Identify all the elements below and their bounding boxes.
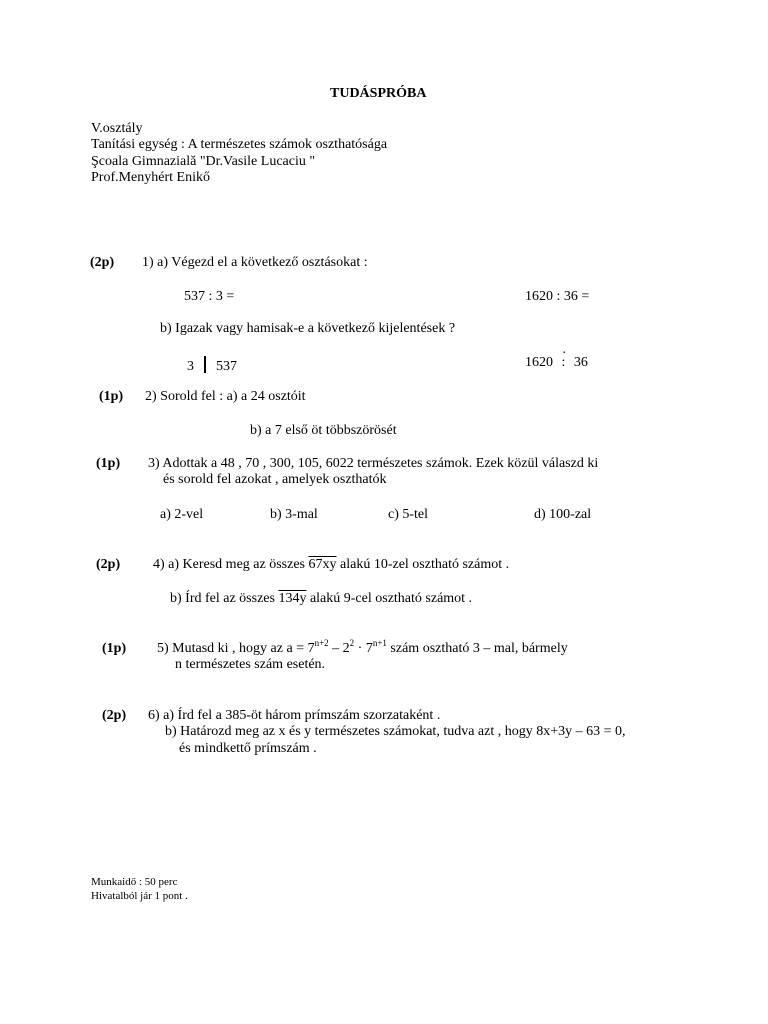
unit-line: Tanítási egység : A természetes számok oszthatósága xyxy=(91,137,388,152)
teacher-line: Prof.Menyhért Enikő xyxy=(91,170,210,185)
q4-b-text: b) Írd fel az összes 134y alakú 9-cel osztható számot . xyxy=(170,591,473,606)
q3-option-a: a) 2-vel xyxy=(160,507,204,522)
q1-b-text: b) Igazak vagy hamisak-e a következő kijelentések ? xyxy=(160,321,456,336)
q1-b-right: 1620 . : 36 xyxy=(525,342,588,370)
q3-option-d: d) 100-zal xyxy=(534,507,592,522)
divides-bar xyxy=(204,356,206,373)
q2-b-text: b) a 7 első öt többszörösét xyxy=(250,423,397,438)
q6-points: (2p) xyxy=(102,708,127,723)
q3-line-1: 3) Adottak a 48 , 70 , 300, 105, 6022 természetes számok. Ezek közül válaszd ki xyxy=(148,456,599,471)
q4-points: (2p) xyxy=(96,557,121,572)
work-time: Munkaidő : 50 perc xyxy=(91,876,178,888)
q4-a-text: 4) a) Keresd meg az összes 67xy alakú 10-zel osztható számot . xyxy=(153,557,510,572)
q1-a-right: 1620 : 36 = xyxy=(525,289,590,304)
test-title: TUDÁSPRÓBA xyxy=(330,86,427,101)
q3-points: (1p) xyxy=(96,456,121,471)
q2-a-text: 2) Sorold fel : a) a 24 osztóit xyxy=(145,389,306,404)
q3-option-b: b) 3-mal xyxy=(270,507,318,522)
q2-points: (1p) xyxy=(99,389,124,404)
school-line: Şcoala Gimnazială "Dr.Vasile Lucaciu " xyxy=(91,154,316,169)
q3-option-c: c) 5-tel xyxy=(388,507,429,522)
q1-a-left: 537 : 3 = xyxy=(184,289,235,304)
q6-line-2: b) Határozd meg az x és y természetes számokat, tudva azt , hogy 8x+3y – 63 = 0, xyxy=(165,724,626,739)
q6-line-3: és mindkettő prímszám . xyxy=(179,741,317,756)
q3-line-2: és sorold fel azokat , amelyek oszthatók xyxy=(163,472,387,487)
bonus-point: Hivatalból jár 1 pont . xyxy=(91,890,188,902)
q5-line-1: 5) Mutasd ki , hogy az $a = 7^{n+2} - 2^2 \cdot 7^{n+1}$ szám osztható 3 – mal, bármely xyxy=(157,638,568,656)
q5-points: (1p) xyxy=(102,641,127,656)
class-line: V.osztály xyxy=(91,121,143,136)
q5-line-2: n természetes szám esetén. xyxy=(175,657,326,672)
q6-line-1: 6) a) Írd fel a 385-öt három prímszám szorzataként . xyxy=(148,708,441,723)
q1-points: (2p) xyxy=(90,255,115,270)
q1-a-text: 1) a) Végezd el a következő osztásokat : xyxy=(142,255,368,270)
q1-b-left: 3 537 xyxy=(187,356,237,374)
